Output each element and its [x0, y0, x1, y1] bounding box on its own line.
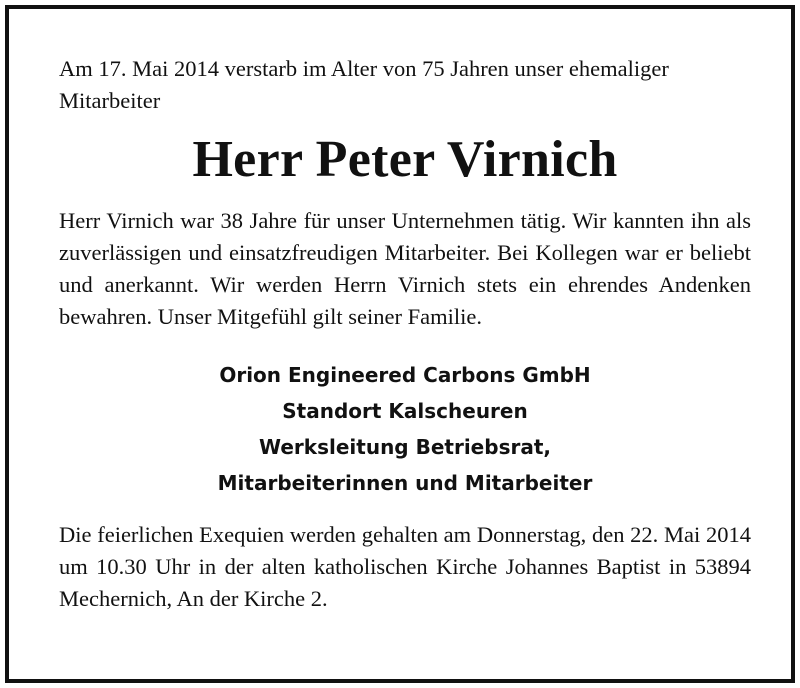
signature-staff: Mitarbeiterinnen und Mitarbeiter	[217, 471, 593, 495]
signature-works-council: Betriebsrat,	[415, 435, 551, 459]
intro-text: Am 17. Mai 2014 verstarb im Alter von 75 Jahren unser ehemaliger Mitarbeiter	[59, 56, 669, 113]
obituary-content	[59, 53, 751, 615]
obituary-frame	[5, 5, 795, 683]
deceased-name: Herr Peter Virnich	[192, 131, 618, 188]
signature-management: Werksleitung	[259, 435, 409, 459]
signature-site: Standort Kalscheuren	[282, 399, 528, 423]
funeral-text: Die feierlichen Exequien werden gehalten am Donnerstag, den 22. Mai 2014 um 10.30 Uhr in der alten katholischen Kirche Johannes Baptist in 53894 Mechernich, An der Kirche 2.	[59, 522, 751, 611]
tribute-text: Herr Virnich war 38 Jahre für unser Unternehmen tätig. Wir kannten ihn als zuverlässigen und einsatzfreudigen Mitarbeiter. Bei Kollegen war er beliebt und anerkannt. Wir werden Herrn Virnich stets ein ehrendes Andenken bewahren. Unser Mitgefühl gilt seiner Familie.	[59, 208, 751, 329]
signature-company: Orion Engineered Carbons GmbH	[219, 363, 591, 387]
signature-groups	[59, 429, 751, 465]
signature-block	[59, 357, 751, 501]
